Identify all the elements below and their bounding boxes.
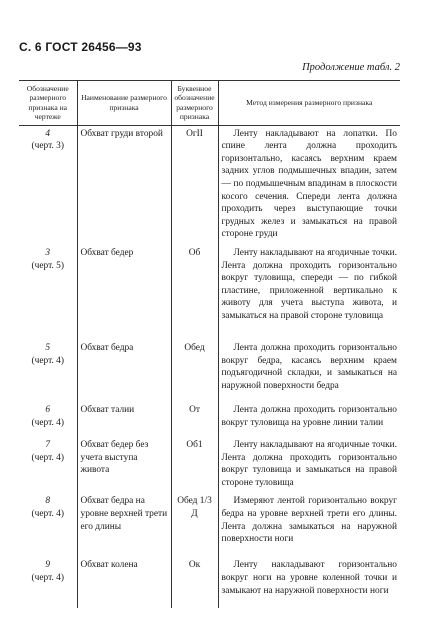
row-drawing-ref: (черт. 3) xyxy=(31,141,64,152)
row-method: Измеряют лентой горизонтально вокруг бедра на уровне верхней трети его длины. Лента должна замыкаться на наружной поверхности ноги xyxy=(218,492,400,556)
row-designation xyxy=(19,436,77,492)
table-header-row xyxy=(19,81,400,126)
row-designation xyxy=(19,556,77,608)
column-header-name: Наименование размерного признака xyxy=(77,81,171,126)
row-drawing-ref: (черт. 4) xyxy=(31,417,64,428)
column-header-method: Метод измерения размерного признака xyxy=(218,81,400,126)
row-number: 6 xyxy=(45,404,51,415)
row-designation xyxy=(19,125,77,244)
table-row xyxy=(19,556,400,608)
row-name: Обхват груди второй xyxy=(77,125,171,244)
row-code: Об xyxy=(171,244,218,339)
row-name: Обхват бедра на уровне верхней трети его длины xyxy=(77,492,171,556)
row-code: Обед 1/3 Д xyxy=(171,492,218,556)
row-code: Об1 xyxy=(171,436,218,492)
row-drawing-ref: (черт. 4) xyxy=(31,355,64,366)
row-method: Лента должна проходить горизонтально вокруг бедра, касаясь верхним краем подъягодичной складки, и замыкаться на наружной поверхности бедра xyxy=(218,339,400,401)
row-number: 9 xyxy=(45,560,51,571)
measurement-table xyxy=(19,80,400,608)
table-row xyxy=(19,492,400,556)
table-row xyxy=(19,436,400,492)
row-method: Ленту накладывают на ягодичные точки. Лента должна проходить горизонтально вокруг туловища и замыкаться на правой стороне туловища xyxy=(218,436,400,492)
row-code: От xyxy=(171,401,218,436)
row-designation xyxy=(19,244,77,339)
row-number: 4 xyxy=(45,128,51,139)
row-number: 3 xyxy=(45,247,51,258)
row-name: Обхват талии xyxy=(77,401,171,436)
row-number: 5 xyxy=(45,342,51,353)
row-method: Ленту накладывают на ягодичные точки. Лента должна проходить горизонтально вокруг туловища, спереди — по гибкой пластине, приложенной вертикально к животу для учета выступа живота, и замыкаться на правой стороне туловища xyxy=(218,244,400,339)
row-code: Обед xyxy=(171,339,218,401)
row-method: Лента должна проходить горизонтально вокруг туловища на уровне линии талии xyxy=(218,401,400,436)
row-code: ОгII xyxy=(171,125,218,244)
row-code: Ок xyxy=(171,556,218,608)
row-drawing-ref: (черт. 5) xyxy=(31,260,64,271)
row-method: Ленту накладывают горизонтально вокруг ноги на уровне коленной точки и замыкают на наружной поверхности ноги xyxy=(218,556,400,608)
row-name: Обхват бедер xyxy=(77,244,171,339)
row-name: Обхват бедра xyxy=(77,339,171,401)
row-drawing-ref: (черт. 4) xyxy=(31,452,64,463)
row-number: 7 xyxy=(45,439,51,450)
table-row xyxy=(19,339,400,401)
row-name: Обхват колена xyxy=(77,556,171,608)
row-drawing-ref: (черт. 4) xyxy=(31,572,64,583)
page-header: С. 6 ГОСТ 26456—93 xyxy=(19,40,142,54)
row-designation xyxy=(19,401,77,436)
column-header-code: Буквенное обозначение размерного признака xyxy=(171,81,218,126)
row-name: Обхват бедер без учета выступа живота xyxy=(77,436,171,492)
table-row xyxy=(19,125,400,244)
column-header-designation: Обозначение размерного признака на чертеже xyxy=(19,81,77,126)
table-continuation-label: Продолжение табл. 2 xyxy=(302,62,400,73)
row-drawing-ref: (черт. 4) xyxy=(31,508,64,519)
row-designation xyxy=(19,339,77,401)
table-row xyxy=(19,401,400,436)
row-designation xyxy=(19,492,77,556)
table-row xyxy=(19,244,400,339)
row-method: Ленту накладывают на лопатки. По спине лента должна проходить горизонтально, касаясь верхним краем задних углов подмышечных впадин, затем — по подмышечным впадинам в плоскости косого сечения. Спереди лента должна проходить через выступающие точки грудных желез и замыкаться на правой стороне груди xyxy=(218,125,400,244)
row-number: 8 xyxy=(45,496,51,507)
